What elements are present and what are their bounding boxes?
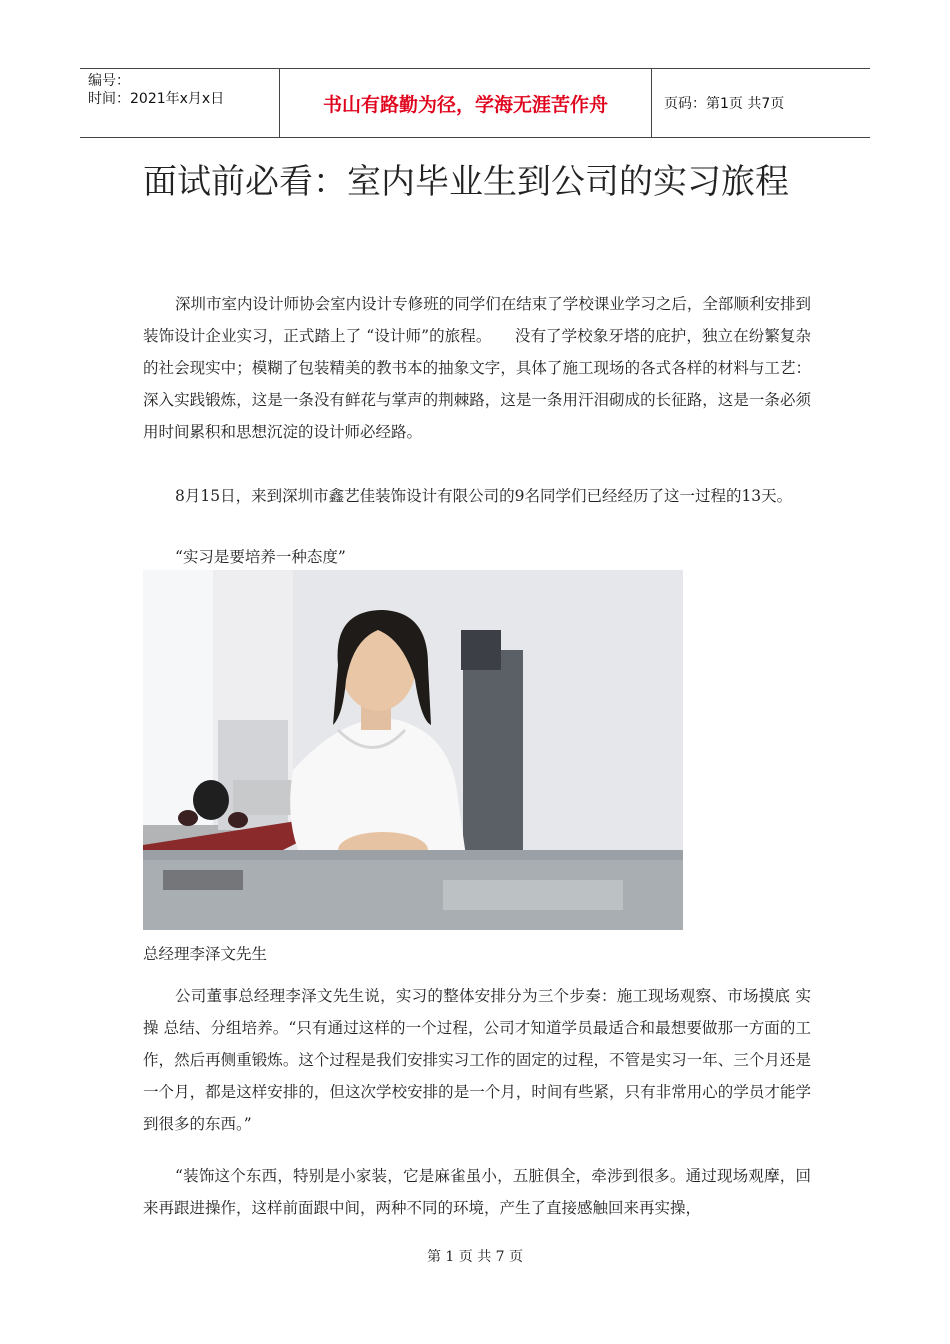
document-header (80, 68, 870, 138)
section-quote-heading: “实习是要培养一种态度” (175, 548, 346, 566)
header-page-code: 页码：第1页 共7页 (664, 96, 785, 112)
header-meta-cell (80, 69, 280, 137)
paragraph-intro: 深圳市室内设计师协会室内设计专修班的同学们在结束了学校课业学习之后，全部顺利安排到装饰设计企业实习，正式踏上了 “设计师”的旅程。 没有了学校象牙塔的庇护，独立在纷繁复杂的社会现实中；模糊了包装精美的教书本的抽象文字，具体了施工现场的各式各样的材料与工艺：深入实践锻炼，这是一条没有鲜花与掌声的荆棘路，这是一条用汗泪砌成的长征路，这是一条必须用时间累积和思想沉淀的设计师必经路。 (143, 295, 811, 441)
document-number-label: 编号： (88, 73, 130, 89)
page-title: 面试前必看：室内毕业生到公司的实习旅程 (143, 162, 789, 202)
photo-caption: 总经理李泽文先生 (143, 945, 268, 963)
document-date-label: 时间：2021年x月x日 (88, 91, 225, 107)
paragraph-decoration: “装饰这个东西，特别是小家装，它是麻雀虽小，五脏俱全，牵涉到很多。通过现场观摩，回来再跟进操作，这样前面跟中间，两种不同的环境，产生了直接感触回来再实操， (143, 1167, 811, 1217)
paragraph-date: 8月15日，来到深圳市鑫艺佳装饰设计有限公司的9名同学们已经经历了这一过程的13天。 (175, 487, 793, 505)
header-motto: 书山有路勤为径，学海无涯苦作舟 (280, 69, 652, 137)
manager-photo (143, 570, 683, 930)
page-footer: 第 1 页 共 7 页 (426, 1249, 524, 1265)
paragraph-interview: 公司董事总经理李泽文先生说，实习的整体安排分为三个步奏：施工现场观察、市场摸底 实操 总结、分组培养。“只有通过这样的一个过程，公司才知道学员最适合和最想要做那一方面的工作，然后再侧重锻炼。这个过程是我们安排实习工作的固定的过程，不管是实习一年、三个月还是一个月，都是这样安排的，但这次学校安排的是一个月，时间有些紧，只有非常用心的学员才能学到很多的东西。” (143, 987, 811, 1133)
